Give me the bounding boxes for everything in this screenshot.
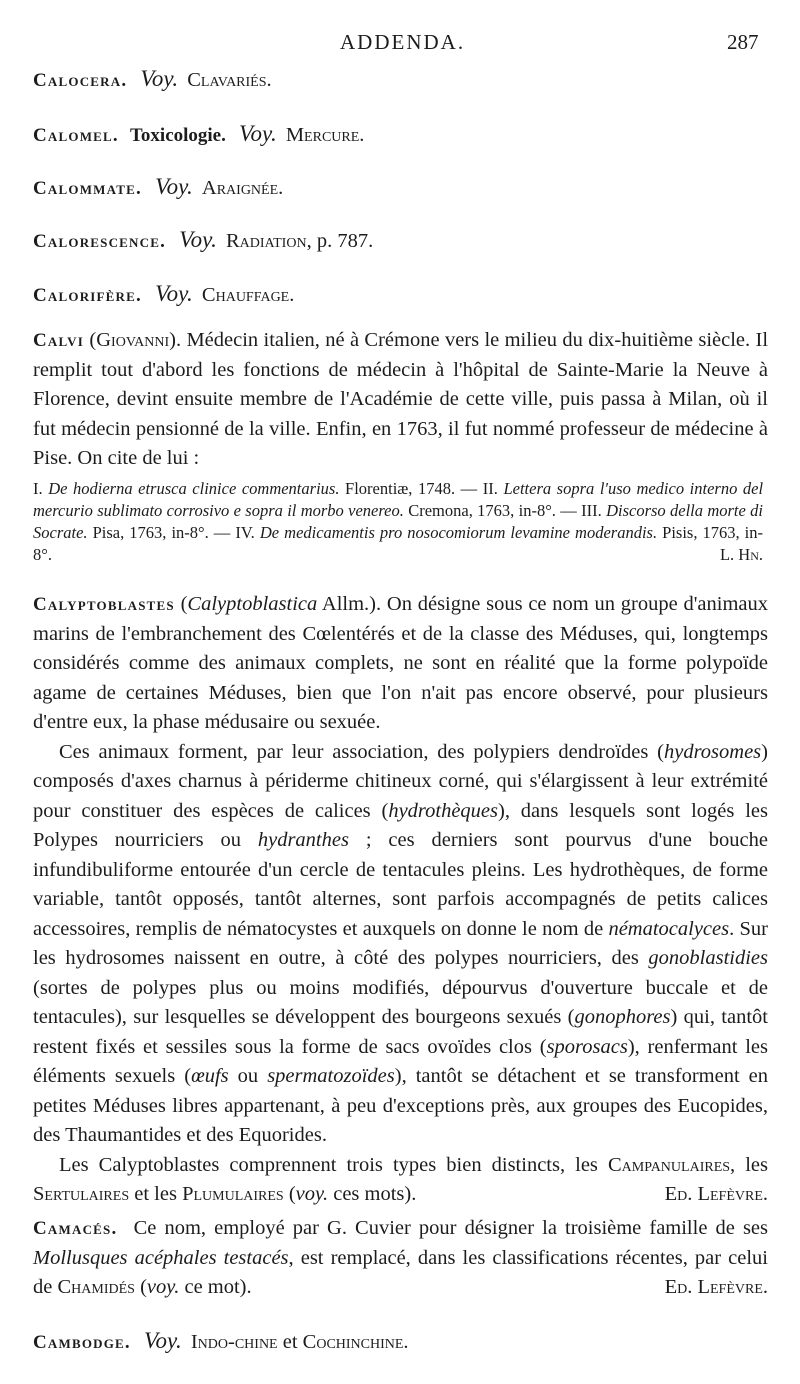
cross-reference: Plumulaires	[182, 1183, 284, 1205]
author-signature: Ed. Lefèvre.	[664, 1183, 768, 1205]
conjunction: et	[282, 1331, 298, 1353]
latin-name: Calyptoblastica	[187, 593, 318, 615]
term: gonoblastidies	[648, 947, 768, 969]
text: ou	[228, 1065, 268, 1087]
author-signature: Ed. Lefèvre.	[664, 1276, 768, 1298]
text: Ces animaux forment, par leur association, des polypiers dendroïdes (	[59, 740, 664, 763]
text: , les	[730, 1153, 768, 1176]
text: Ce nom, employé par G. Cuvier pour désigner la troisième famille de ses	[133, 1217, 768, 1239]
headword: Calocera.	[33, 70, 128, 91]
entry-calyptoblastes	[33, 590, 768, 1210]
text: ces mots).	[328, 1183, 417, 1205]
text: ), dans lesquels sont logés les Polypes nourriciers ou	[33, 799, 768, 851]
text: , est remplacé, dans les classifications récentes, par celui de	[33, 1246, 768, 1298]
entry-camaces	[33, 1214, 768, 1303]
headword: Calyptoblastes	[33, 594, 175, 615]
text: ; ces derniers sont pourvus d'une bouche infundibuliforme entourée d'un cercle de tentacules pleins. Les hydrothèques, de forme variable, tantôt opposés, tantôt alternes, sont parfois accompagnés de petits calices accessoires, remplis de nématocystes et auxquels on donne le nom de	[33, 829, 768, 940]
page-number: 287	[727, 30, 759, 54]
headword: Calommate.	[33, 178, 142, 199]
term: Mollusques acéphales testacés	[33, 1246, 289, 1269]
cross-reference: Indo-chine	[190, 1331, 278, 1353]
camaces-paragraph	[33, 1214, 768, 1303]
term: sporosacs	[546, 1035, 628, 1058]
voy-label: Voy.	[155, 174, 193, 199]
voy-label: Voy.	[140, 66, 179, 91]
cross-reference: Chamidés	[57, 1276, 135, 1298]
bib-number: III.	[581, 501, 602, 520]
headword: Calomel.	[33, 125, 119, 146]
voy-label: voy.	[295, 1183, 329, 1205]
entry-calorescence	[33, 225, 768, 257]
term: œufs	[191, 1065, 229, 1087]
voy-label: voy.	[146, 1276, 180, 1298]
term: spermatozoïdes	[267, 1065, 395, 1087]
calvi-bibliography	[33, 478, 763, 566]
calvi-paragraph	[33, 326, 768, 474]
text: Les Calyptoblastes comprennent trois types bien distincts, les	[59, 1153, 608, 1176]
bib-publication: Pisa, 1763, in-8°. —	[92, 523, 231, 542]
entry-calorifere	[33, 279, 768, 311]
term: nématocalyces	[608, 917, 730, 940]
term: hydrothèques	[388, 799, 498, 822]
bib-title: Lettera sopra l'uso medico interno del mercurio sublimato corrosivo e sopra il morbo venereo.	[33, 479, 764, 520]
cross-reference: Araignée.	[201, 177, 284, 199]
entry-text: Médecin italien, né à Crémone vers le milieu du dix-huitième siècle. Il remplit tout d'abord les fonctions de médecin à l'hôpital de Sainte-Marie la Neuve à Florence, devint ensuite membre de l'Académie de cette ville, puis passa à Milan, où il fut médecin pensionné de la ville. Enfin, en 1763, il fut nommé professeur de médecine à Pise. On cite de lui :	[33, 329, 769, 469]
text: ) composés d'axes charnus à périderme chitineux corné, qui s'élargissent à leur extrémité pour constituer des espèces de calices (	[33, 740, 768, 822]
authority: Allm.).	[321, 593, 382, 615]
bib-title: Discorso della morte di Socrate.	[33, 501, 764, 542]
person-name: (Giovanni).	[89, 329, 182, 351]
cross-reference: Radiation	[226, 230, 307, 252]
bib-number: IV.	[235, 523, 255, 542]
entry-calocera	[33, 64, 768, 96]
bib-title: De hodierna etrusca clinice commentarius.	[48, 479, 340, 498]
bib-publication: Cremona, 1763, in-8°. —	[408, 501, 577, 520]
text: On désigne sous ce nom un groupe d'animaux marins de l'embranchement des Cœlentérés et de la classe des Méduses, qui, longtemps considérés comme des animaux complets, ne sont en réalité que la forme polypoïde agame de certaines Méduses, bien que l'on n'ait pas encore observé, pour plusieurs d'entre eux, la phase médusaire ou sexuée.	[33, 593, 769, 733]
entry-calommate	[33, 172, 768, 204]
text: (	[283, 1183, 296, 1205]
bib-publication: Pisis, 1763, in-8°.	[33, 523, 764, 564]
cross-reference: Chauffage.	[201, 284, 295, 306]
headword: Calvi	[33, 330, 85, 351]
cross-reference: Clavariés.	[187, 69, 272, 91]
text: ce mot).	[179, 1276, 252, 1298]
bib-number: I.	[33, 479, 43, 498]
running-head	[0, 30, 800, 60]
text: ), renfermant les éléments sexuels (	[33, 1035, 768, 1087]
paragraph-2	[33, 738, 768, 1151]
term: hydrosomes	[663, 740, 762, 763]
headword: Cambodge.	[33, 1332, 131, 1353]
bib-title: De medicamentis pro nosocomiorum levamine moderandis.	[259, 523, 658, 542]
term: hydranthes	[257, 829, 349, 851]
headword: Calorescence.	[33, 231, 167, 252]
cross-reference: Campanulaires	[607, 1153, 731, 1176]
text: (sortes de polypes plus ou moins modifiés, dépourvus d'ouverture buccale et de tentacules), sur lesquelles se développent des bourgeons sexués (	[33, 976, 768, 1028]
cross-reference: Mercure.	[285, 124, 365, 146]
entry-cambodge	[33, 1326, 768, 1358]
entry-calomel	[33, 119, 768, 151]
page-reference: , p. 787.	[306, 230, 374, 252]
voy-label: Voy.	[144, 1328, 182, 1353]
paragraph-1: Calyptoblastes (Calyptoblastica Allm.). On désigne sous ce nom un groupe d'animaux marins de l'embranchement des Cœlentérés et de la classe des Méduses, qui, longtemps considérés comme des animaux complets, ne sont en réalité que la forme polypoïde agame de certaines Méduses, bien que l'on n'ait pas encore observé, pour plusieurs d'entre eux, la phase médusaire ou sexuée.	[33, 593, 769, 733]
voy-label: Voy.	[155, 281, 193, 306]
cross-reference: Sertulaires	[33, 1183, 130, 1205]
subject-label: Toxicologie.	[129, 125, 226, 146]
author-signature: L. Hn.	[719, 545, 763, 564]
bib-publication: Florentiæ, 1748. —	[345, 479, 478, 498]
cross-reference: Cochinchine.	[302, 1331, 409, 1353]
text: ) qui, tantôt restent fixés et sessiles sous la forme de sacs ovoïdes clos (	[33, 1006, 768, 1058]
entry-calvi	[33, 326, 768, 474]
text: et les	[129, 1183, 183, 1205]
text: (	[134, 1276, 147, 1298]
text: ), tantôt se détachent et se transforment en petites Méduses libres appartenant, à peu d'exceptions près, aux groupes des Eucopides, des Thaumantides et des Equorides.	[33, 1065, 769, 1146]
voy-label: Voy.	[179, 227, 217, 252]
headword: Camacés.	[33, 1218, 118, 1239]
text: . Sur les hydrosomes naissent en outre, à côté des polypes nourriciers, des	[33, 917, 768, 969]
running-title: ADDENDA.	[340, 30, 466, 54]
paragraph-3	[33, 1151, 768, 1210]
bib-number: II.	[482, 479, 498, 498]
voy-label: Voy.	[239, 121, 277, 146]
headword: Calorifère.	[33, 285, 142, 306]
term: gonophores	[574, 1006, 671, 1028]
